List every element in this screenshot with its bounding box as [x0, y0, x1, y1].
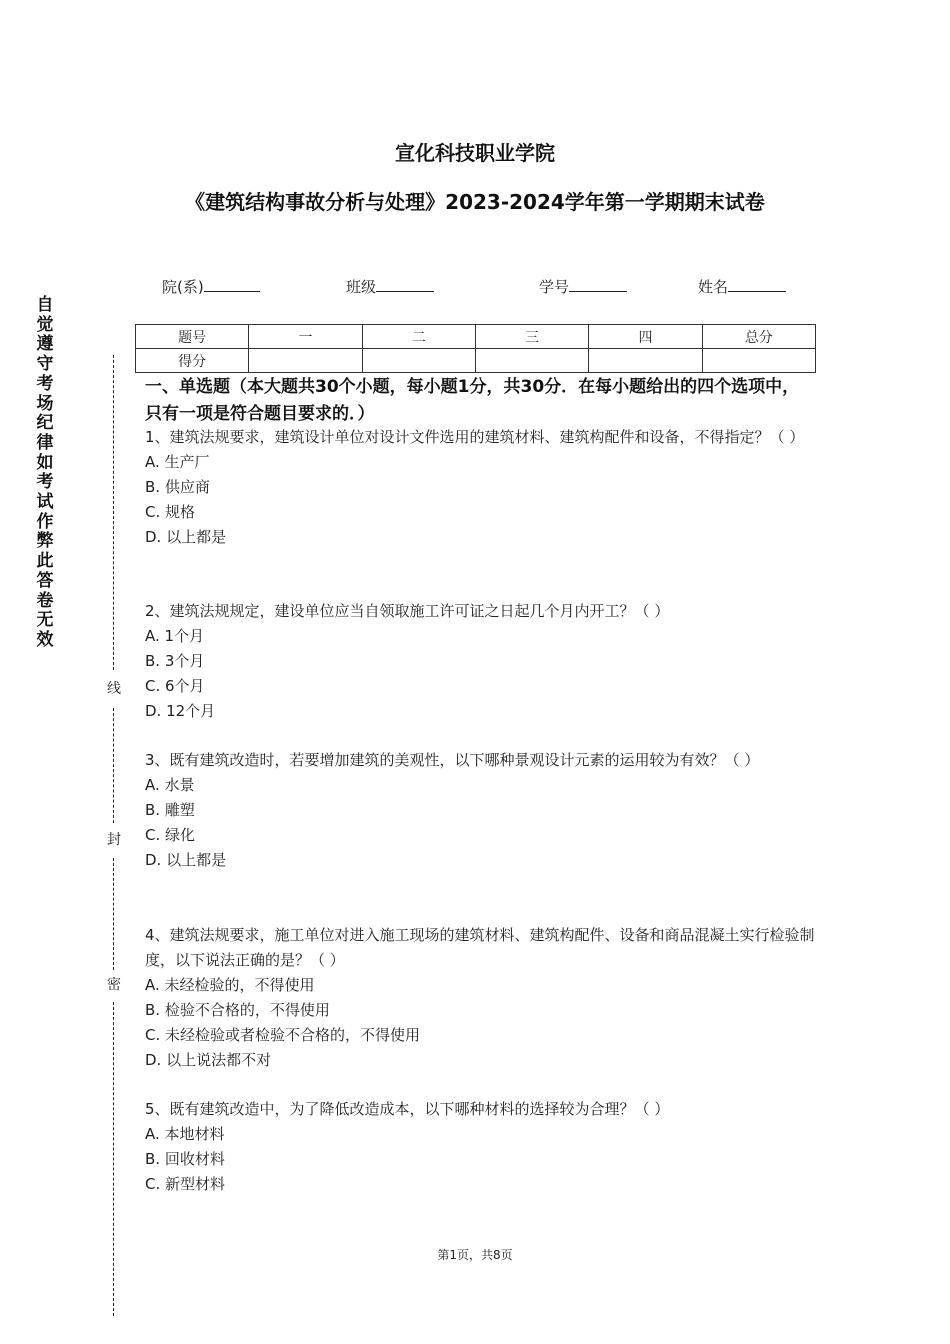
binding-seal-label: 封 — [107, 832, 121, 848]
section-1-heading: 一、单选题（本大题共30个小题，每小题1分，共30分．在每小题给出的四个选项中，只有一项是符合题目要求的．） — [145, 377, 800, 424]
student-info-row — [162, 276, 802, 298]
binding-line-segment — [113, 1002, 114, 1316]
option-c[interactable]: C. 绿化 — [145, 826, 196, 844]
option-a[interactable]: A. 未经检验的，不得使用 — [145, 976, 315, 994]
question-stem: 3、既有建筑改造时，若要增加建筑的美观性，以下哪种景观设计元素的运用较为有效？（ ） — [145, 751, 760, 769]
student-id-label: 学号 — [539, 278, 570, 296]
option-b[interactable]: B. 3个月 — [145, 652, 205, 670]
question-1 — [145, 425, 815, 550]
exam-title: 《建筑结构事故分析与处理》2023-2024学年第一学期期末试卷 — [185, 190, 765, 214]
question-stem: 2、建筑法规规定，建设单位应当自领取施工许可证之日起几个月内开工？（ ） — [145, 602, 670, 620]
binding-line-label: 线 — [107, 681, 121, 697]
question-5 — [145, 1097, 815, 1197]
option-a[interactable]: A. 生产厂 — [145, 453, 210, 471]
score-col-2: 二 — [362, 325, 475, 349]
option-b[interactable]: B. 供应商 — [145, 478, 210, 496]
option-c[interactable]: C. 规格 — [145, 503, 196, 521]
option-c[interactable]: C. 6个月 — [145, 677, 205, 695]
score-value-row — [136, 349, 816, 373]
department-field[interactable] — [162, 276, 260, 297]
option-d[interactable]: D. 以上都是 — [145, 528, 227, 546]
score-col-1: 一 — [249, 325, 362, 349]
option-d[interactable]: D. 以上都是 — [145, 851, 227, 869]
score-cell[interactable] — [249, 349, 362, 373]
class-blank[interactable] — [376, 276, 434, 292]
score-col-label: 题号 — [136, 325, 249, 349]
student-id-field[interactable] — [539, 276, 627, 297]
option-d[interactable]: D. 12个月 — [145, 702, 216, 720]
option-a[interactable]: A. 1个月 — [145, 627, 205, 645]
score-col-total: 总分 — [702, 325, 815, 349]
option-d[interactable]: D. 以上说法都不对 — [145, 1051, 272, 1069]
option-c[interactable]: C. 新型材料 — [145, 1175, 226, 1193]
name-field[interactable] — [698, 276, 786, 297]
class-label: 班级 — [346, 278, 377, 296]
student-id-blank[interactable] — [569, 276, 627, 292]
page-number: 第1页，共8页 — [437, 1248, 513, 1262]
question-stem: 1、建筑法规要求，建筑设计单位对设计文件选用的建筑材料、建筑构配件和设备，不得指定？（ ） — [145, 428, 805, 446]
binding-line-segment — [113, 858, 114, 970]
score-col-3: 三 — [475, 325, 588, 349]
department-label: 院(系) — [162, 278, 204, 296]
option-b[interactable]: B. 回收材料 — [145, 1150, 225, 1168]
exam-discipline-notice: 自觉遵守考场纪律如考试作弊此答卷无效 — [36, 295, 54, 650]
score-cell[interactable] — [475, 349, 588, 373]
school-name: 宣化科技职业学院 — [395, 141, 555, 165]
question-stem: 5、既有建筑改造中，为了降低改造成本，以下哪种材料的选择较为合理？（ ） — [145, 1100, 670, 1118]
score-cell[interactable] — [702, 349, 815, 373]
class-field[interactable] — [346, 276, 434, 297]
question-3 — [145, 748, 815, 873]
option-a[interactable]: A. 本地材料 — [145, 1125, 225, 1143]
department-blank[interactable] — [204, 276, 260, 292]
score-table — [135, 324, 816, 373]
question-2 — [145, 599, 815, 724]
score-header-row — [136, 325, 816, 349]
binding-line-segment — [113, 708, 114, 823]
binding-line-segment — [113, 355, 114, 670]
score-cell[interactable] — [589, 349, 702, 373]
score-cell[interactable] — [362, 349, 475, 373]
option-b[interactable]: B. 雕塑 — [145, 801, 195, 819]
binding-secret-label: 密 — [107, 977, 121, 993]
score-col-4: 四 — [589, 325, 702, 349]
option-b[interactable]: B. 检验不合格的，不得使用 — [145, 1001, 330, 1019]
name-label: 姓名 — [698, 278, 729, 296]
score-row-label: 得分 — [136, 349, 249, 373]
option-a[interactable]: A. 水景 — [145, 776, 195, 794]
option-c[interactable]: C. 未经检验或者检验不合格的，不得使用 — [145, 1026, 421, 1044]
question-4 — [145, 923, 815, 1073]
name-blank[interactable] — [728, 276, 786, 292]
question-stem: 4、建筑法规要求，施工单位对进入施工现场的建筑材料、建筑构配件、设备和商品混凝土实行检验制度，以下说法正确的是？（ ） — [145, 926, 815, 969]
